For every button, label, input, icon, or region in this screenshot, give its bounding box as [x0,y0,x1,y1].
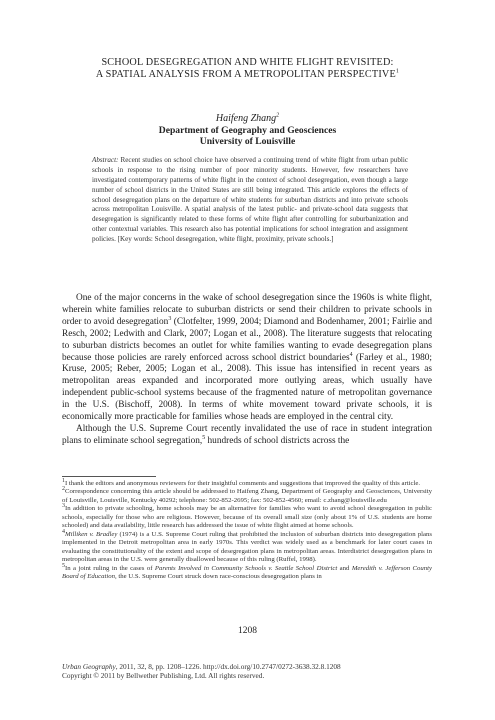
page-number: 1208 [238,626,257,636]
body-paragraph-2: Although the U.S. Supreme Court recently invalidated the use of race in student integration plans to eliminate school segregation,$^5$ hundreds of school districts across the [62,423,432,446]
footnote-divider [62,476,156,477]
footnote-ref-4: 4 [349,351,353,358]
footnotes [62,477,433,581]
body-text [62,293,432,448]
copyright-line: Copyright © 2011 by Bellwether Publishing, Ltd. All rights reserved. [62,671,265,680]
body-paragraph-1: One of the major concerns in the wake of school desegregation since the 1960s is white flight, wherein white families relocate to suburban districts or send their children to private schools in order to avoid desegregation$^3$ (Clotfelter, 1999, 2004; Diamond and Bodenhamer, 2001; Fairlie and Resch, 2002; Ledwith and Clark, 2007; Logan et al., 2008). The literature suggests that relocating to suburban districts becomes an outlet for white families wanting to evade desegregation plans because those policies are rarely enforced across school district boundaries$^4$ (Farley et al., 1980; Kruse, 2005; Reber, 2005; Logan et al., 2008). This issue has intensified in recent years as metropolitan areas expanded and incorporated more outlying areas, which usually have independent public-school systems because of the fragmented nature of metropolitan governance in the U.S. (Bischoff, 2008). In terms of white movement toward private schools, it is economically more practicable for families whose heads are employed in the central city. [62,293,433,423]
footnote-4: $^4$Milliken v. Bradley (1974) is a U.S. Supreme Court ruling that prohibited the inclusion of suburban districts into desegregation plans implemented in the Detroit metropolitan area in early 1970s. This verdict was widely used as a benchmark for later court cases in evaluating the constitutionality of the extent and scope of desegregation plans in metropolitan areas. Interdistrict desegregation plans in metropolitan areas in the U.S. were generally disallowed because of this ruling (Ruffel, 1998). [62,528,432,564]
author-footnote-marker: 2 [276,112,280,119]
abstract-label: Abstract: [92,156,119,164]
footnote-1: $^1$I thank the editors and anonymous reviewers for their insightful comments and suggestions that improved the quality of this article. [62,477,421,487]
affiliation-department: Department of Geography and Geosciences [158,125,337,136]
abstract [92,156,408,245]
citation-block [62,662,341,680]
article-title-line-1: SCHOOL DESEGREGATION AND WHITE FLIGHT REVISITED: [101,57,394,68]
footnote-5: $^5$In a joint ruling in the cases of Parents Involved in Community Schools v. Seattle School District and Meredith v. Jefferson County Board of Education, the U.S. Supreme Court struck down race-conscious desegregation plans in [62,562,433,580]
footnote-ref-3: 3 [168,315,172,322]
author-name: Haifeng Zhang$^2$ [215,112,280,124]
footnote-3: $^3$In addition to private schooling, home schools may be an alternative for families who want to avoid school desegregation in public schools, especially for those who are religious. However, because of its overall small size (only about 1% of U.S. students are home schooled) and data availability, little research has addressed the issue of white flight aimed at home schools. [62,503,432,530]
citation-line: Urban Geography, 2011, 32, 8, pp. 1208–1226. http://dx.doi.org/10.2747/0272-3638.32.8.1208 [62,662,341,671]
article-title-line-2: A SPATIAL ANALYSIS FROM A METROPOLITAN PERSPECTIVE$^1$ [95,68,400,80]
footnote-ref-5: 5 [202,434,206,441]
footnote-2: $^2$Correspondence concerning this article should be addressed to Haifeng Zhang, Department of Geography and Geosciences, University of Louisville, Louisville, Kentucky 40292; telephone: 502-852-2695; fax: 502-852-4560; email: c.zhang@louisville.edu [62,486,432,504]
affiliation-university: University of Louisville [199,136,296,147]
title-footnote-marker: 1 [395,68,400,75]
abstract-text: Recent studies on school choice have observed a continuing trend of white flight from urban public schools in response to the rising number of poor minority students. However, few researchers have investigated contemporary patterns of white flight in the context of school desegregation, even though a large number of school districts in the United States are still being integrated. This article explores the effects of school desegregation plans on the departure of white students for suburban districts and into private schools across metropolitan Louisville. A spatial analysis of the latest public- and private-school data suggests that desegregation is significantly related to these forms of white flight after controlling for suburbanization and other contextual variables. This research also has potential implications for school integration and assignment policies. [Key words: School desegregation, white flight, proximity, private schools.] [92,156,408,243]
journal-name: Urban Geography [62,662,116,671]
